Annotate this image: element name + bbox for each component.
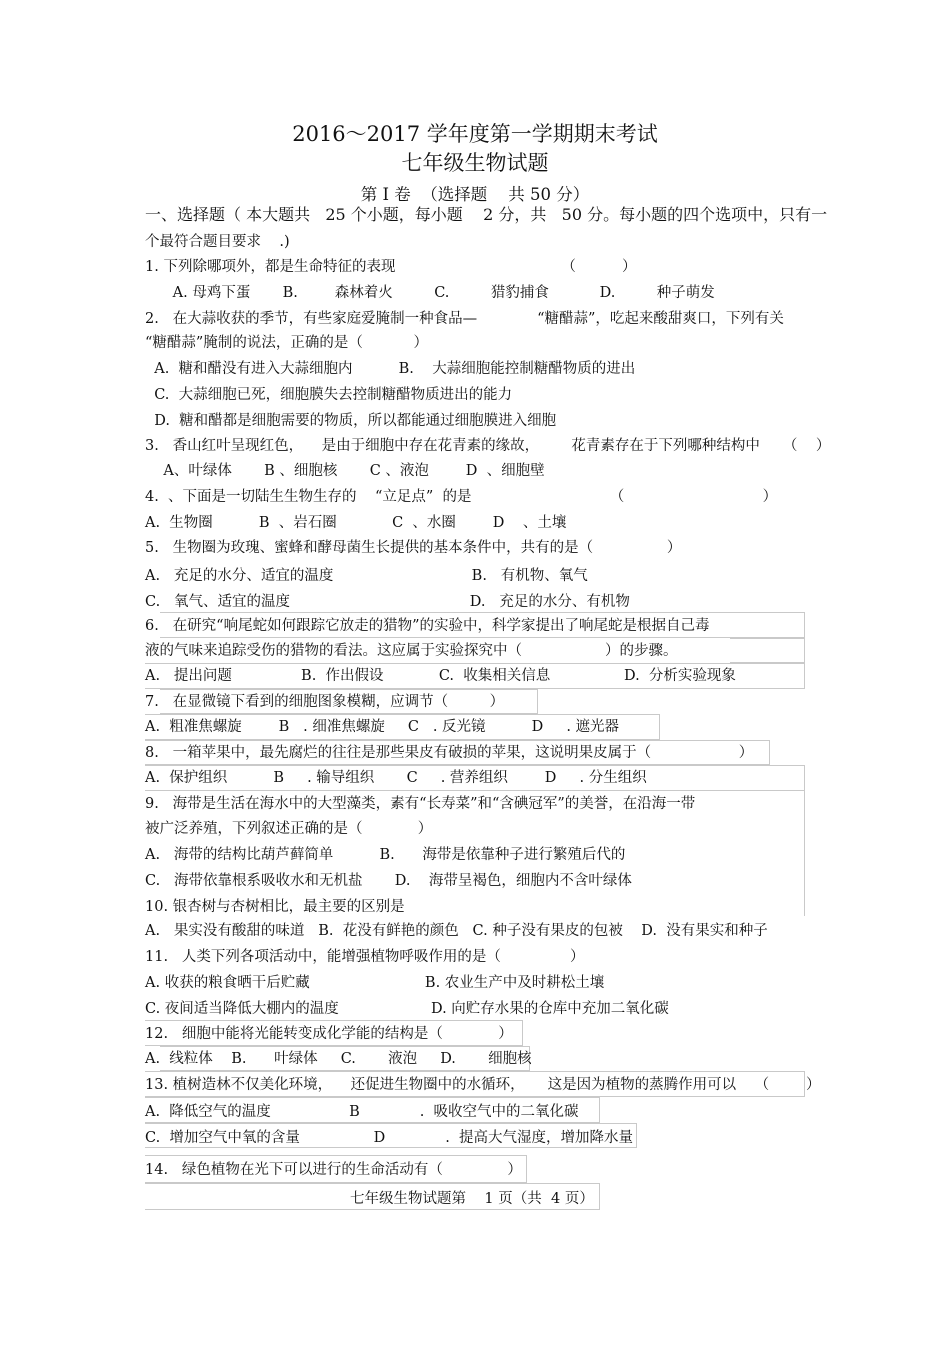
question-13-option-cd: C. 增加空气中氧的含量 D . 提高大气湿度，增加降水量 xyxy=(145,1130,634,1146)
question-9-stem-cont: 被广泛养殖，下列叙述正确的是（ ） xyxy=(145,821,433,837)
question-1-stem: 1. 下列除哪项外，都是生命特征的表现 （ ） xyxy=(145,259,637,275)
intro-line-2: 个最符合题目要求 .) xyxy=(145,234,290,250)
question-9-option-ab: A. 海带的结构比葫芦藓简单 B. 海带是依靠种子进行繁殖后代的 xyxy=(145,847,626,863)
question-2-option-d: D. 糖和醋都是细胞需要的物质，所以都能通过细胞膜进入细胞 xyxy=(145,413,557,429)
question-6-stem-cont: 液的气味来追踪受伤的猎物的看法。这应属于实验探究中（ ）的步骤。 xyxy=(145,643,678,659)
question-2-option-ab: A. 糖和醋没有进入大蒜细胞内 B. 大蒜细胞能控制糖醋物质的进出 xyxy=(145,361,636,377)
question-12-options: A. 线粒体 B. 叶绿体 C. 液泡 D. 细胞核 xyxy=(145,1051,532,1067)
exam-subtitle: 七年级生物试题 xyxy=(401,151,549,175)
intro-line-1: 一、选择题（ 本大题共 25 个小题，每小题 2 分，共 50 分。每小题的四个选项中，只有一 xyxy=(145,205,828,224)
question-10-options: A. 果实没有酸甜的味道 B. 花没有鲜艳的颜色 C. 种子没有果皮的包被 D. 没有果实和种子 xyxy=(145,923,768,939)
question-3-stem: 3. 香山红叶呈现红色， 是由于细胞中存在花青素的缘故， 花青素存在于下列哪种结构中 （ ） xyxy=(145,438,831,454)
section-heading: 第 I 卷 （选择题 共 50 分） xyxy=(360,185,590,204)
question-11-option-cd: C. 夜间适当降低大棚内的温度 D. 向贮存水果的仓库中充加二氧化碳 xyxy=(145,1001,669,1017)
question-9-option-cd: C. 海带依靠根系吸收水和无机盐 D. 海带呈褐色，细胞内不含叶绿体 xyxy=(145,873,632,889)
question-4-options: A. 生物圈 B 、岩石圈 C 、水圈 D 、土壤 xyxy=(145,515,567,531)
page-footer: 七年级生物试题第 1 页（共 4 页） xyxy=(350,1191,594,1207)
scan-frame xyxy=(730,638,805,663)
question-8-options: A. 保护组织 B . 输导组织 C . 营养组织 D . 分生组织 xyxy=(145,770,647,786)
question-2-stem-cont: “糖醋蒜”腌制的说法，正确的是（ ） xyxy=(145,335,429,351)
exam-title: 2016～2017 学年度第一学期期末考试 xyxy=(292,122,658,146)
question-11-stem: 11. 人类下列各项活动中，能增强植物呼吸作用的是（ ） xyxy=(145,949,585,965)
question-3-options: A、叶绿体 B 、细胞核 C 、液泡 D 、细胞壁 xyxy=(145,463,545,479)
question-1-options: A. 母鸡下蛋 B. 森林着火 C. 猎豹捕食 D. 种子萌发 xyxy=(145,285,715,301)
question-7-stem: 7. 在显微镜下看到的细胞图象模糊，应调节（ ） xyxy=(145,694,505,710)
question-12-stem: 12. 细胞中能将光能转变成化学能的结构是（ ） xyxy=(145,1026,513,1042)
question-10-stem: 10. 银杏树与杏树相比，最主要的区别是 xyxy=(145,899,405,915)
scan-frame xyxy=(804,791,805,916)
question-5-option-ab: A. 充足的水分、适宜的温度 B. 有机物、氧气 xyxy=(145,568,588,584)
question-6-stem: 6. 在研究“响尾蛇如何跟踪它放走的猎物”的实验中，科学家提出了响尾蛇是根据自己毒 xyxy=(145,618,710,634)
question-11-option-ab: A. 收获的粮食晒干后贮藏 B. 农业生产中及时耕松土壤 xyxy=(145,975,605,991)
question-8-stem: 8. 一箱苹果中，最先腐烂的往往是那些果皮有破损的苹果，这说明果皮属于（ ） xyxy=(145,745,754,761)
question-5-option-cd: C. 氧气、适宜的温度 D. 充足的水分、有机物 xyxy=(145,594,630,610)
question-14-stem: 14. 绿色植物在光下可以进行的生命活动有（ ） xyxy=(145,1162,522,1178)
question-2-stem: 2. 在大蒜收获的季节，有些家庭爱腌制一种食品— “糖醋蒜”，吃起来酸甜爽口，下列有关 xyxy=(145,311,784,327)
question-13-stem: 13. 植树造林不仅美化环境， 还促进生物圈中的水循环， 这是因为植物的蒸腾作用可以 （ ） xyxy=(145,1077,821,1093)
question-13-option-ab: A. 降低空气的温度 B . 吸收空气中的二氧化碳 xyxy=(145,1104,579,1120)
question-7-options: A. 粗准焦螺旋 B . 细准焦螺旋 C . 反光镜 D . 遮光器 xyxy=(145,719,620,735)
question-6-options: A. 提出问题 B. 作出假设 C. 收集相关信息 D. 分析实验现象 xyxy=(145,668,736,684)
question-5-stem: 5. 生物圈为玫瑰、蜜蜂和酵母菌生长提供的基本条件中，共有的是（ ） xyxy=(145,540,682,556)
question-2-option-c: C. 大蒜细胞已死，细胞膜失去控制糖醋物质进出的能力 xyxy=(145,387,513,403)
question-9-stem: 9. 海带是生活在海水中的大型藻类，素有“长寿菜”和“含碘冠军”的美誉，在沿海一带 xyxy=(145,796,696,812)
question-4-stem: 4. 、下面是一切陆生生物生存的 “立足点” 的是 （ ） xyxy=(145,489,778,505)
